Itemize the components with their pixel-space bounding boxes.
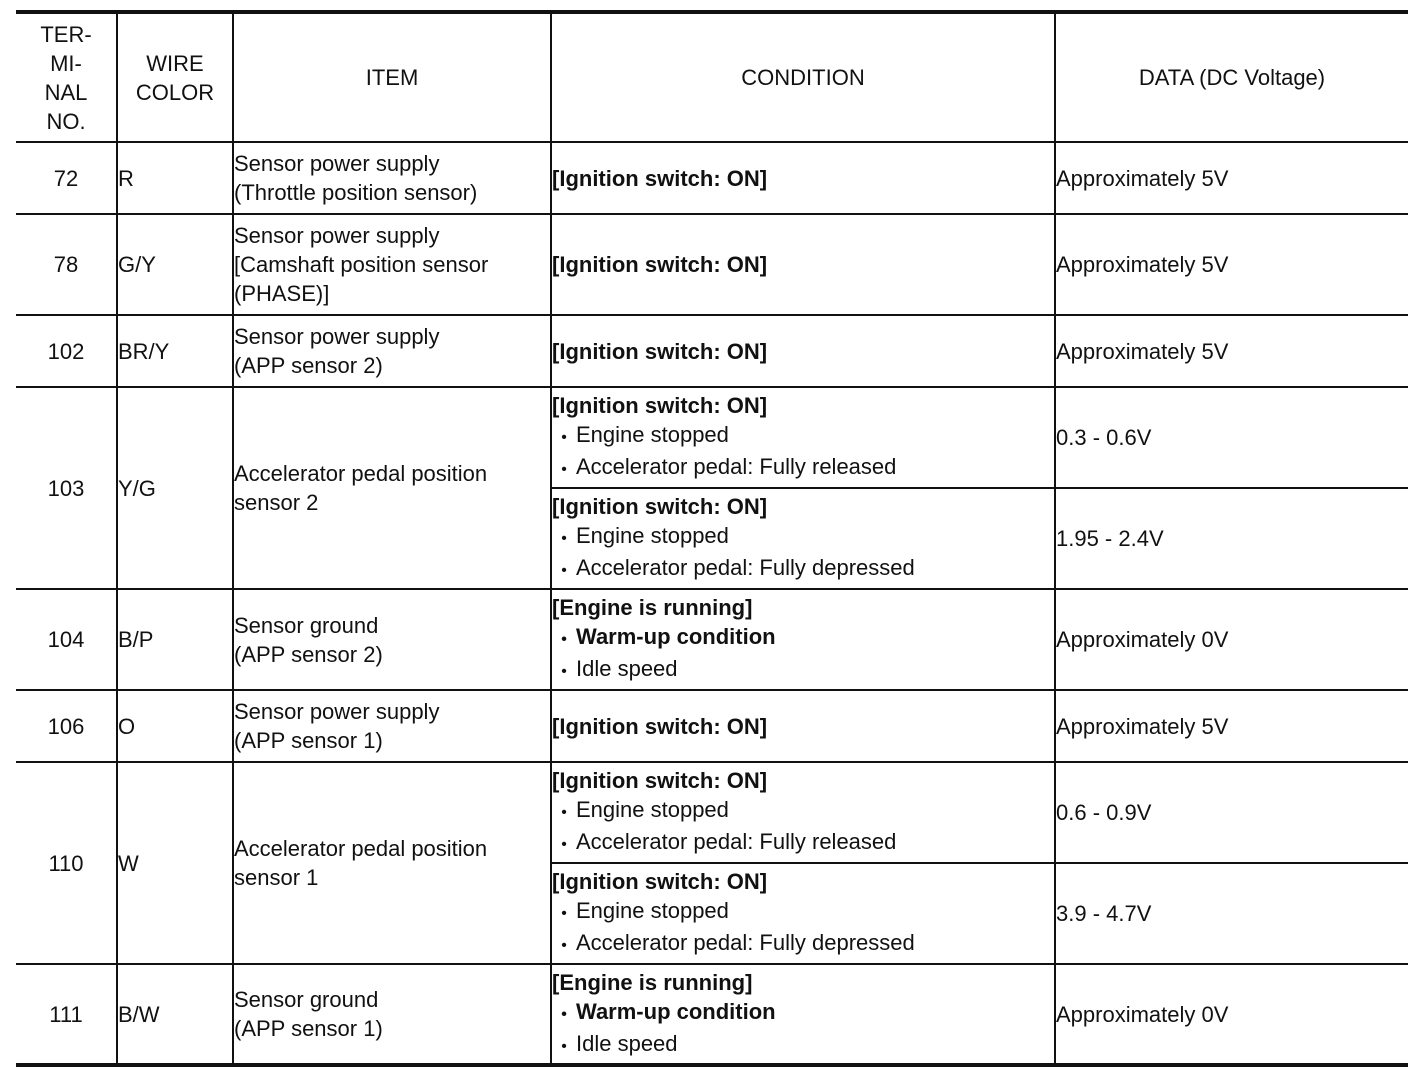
table-row: [16, 964, 1408, 1065]
terminal-no-cell: 78: [16, 214, 117, 315]
header-item: ITEM: [233, 12, 551, 142]
condition-bullet: [552, 521, 1054, 553]
condition-title: [Ignition switch: ON]: [552, 338, 768, 364]
condition-bullet-text: Accelerator pedal: Fully depressed: [576, 930, 915, 955]
condition-title: [Ignition switch: ON]: [552, 252, 768, 277]
wire-color-cell: W: [117, 762, 233, 964]
item-line: Sensor power supply: [234, 223, 440, 248]
condition-cell: [551, 863, 1055, 964]
condition-bullet: [552, 827, 1054, 859]
table-row: [16, 589, 1408, 690]
data-value-cell: Approximately 5V: [1055, 142, 1408, 214]
bullet-dot-icon: •: [561, 905, 567, 922]
data-value-cell: 0.6 - 0.9V: [1055, 762, 1408, 863]
item-line: (APP sensor 1): [234, 728, 383, 753]
header-terminal-no: TER- MI- NAL NO.: [16, 12, 117, 142]
item-line: [Camshaft position sensor: [234, 252, 489, 277]
table-body: [16, 142, 1408, 1065]
table-row: [16, 762, 1408, 863]
data-value-cell: Approximately 0V: [1055, 964, 1408, 1065]
bullet-dot-icon: •: [561, 804, 567, 821]
condition-bullet-text: Engine stopped: [576, 898, 729, 923]
condition-cell: [551, 214, 1055, 315]
bullet-dot-icon: •: [561, 1037, 567, 1055]
item-line: Sensor ground: [234, 987, 379, 1012]
bullet-dot-icon: •: [561, 937, 567, 954]
header-condition: CONDITION: [551, 12, 1055, 142]
condition-cell: [551, 315, 1055, 387]
item-cell: [233, 387, 551, 589]
condition-bullet: [552, 420, 1054, 452]
item-line: (APP sensor 2): [234, 353, 383, 378]
bullet-dot-icon: •: [561, 631, 567, 648]
item-line: (PHASE)]: [234, 281, 330, 306]
header-row: [16, 12, 1408, 142]
condition-cell: [551, 964, 1055, 1065]
terminal-no-cell: 103: [16, 387, 117, 589]
wire-color-cell: G/Y: [117, 214, 233, 315]
condition-bullet-text: Engine stopped: [576, 797, 729, 822]
condition-cell: [551, 690, 1055, 762]
item-cell: [233, 315, 551, 387]
bullet-dot-icon: •: [561, 663, 567, 680]
condition-bullet-text: Accelerator pedal: Fully depressed: [576, 555, 915, 580]
item-line: Accelerator pedal position: [234, 836, 488, 861]
bullet-dot-icon: •: [561, 461, 567, 478]
header-data: DATA (DC Voltage): [1055, 12, 1408, 142]
wire-color-cell: B/W: [117, 964, 233, 1065]
wire-color-cell: BR/Y: [117, 315, 233, 387]
condition-bullet-text: Engine stopped: [576, 422, 729, 447]
item-cell: [233, 589, 551, 690]
item-line: sensor 2: [234, 490, 319, 515]
item-cell: [233, 214, 551, 315]
wire-color-cell: B/P: [117, 589, 233, 690]
item-cell: [233, 142, 551, 214]
condition-bullet-text: Accelerator pedal: Fully released: [576, 454, 897, 479]
item-cell: [233, 762, 551, 964]
condition-cell: [551, 762, 1055, 863]
condition-title: [Ignition switch: ON]: [552, 165, 768, 191]
wire-color-cell: R: [117, 142, 233, 214]
condition-title: [Ignition switch: ON]: [552, 869, 768, 894]
condition-bullet-text: Engine stopped: [576, 523, 729, 548]
bullet-dot-icon: •: [561, 836, 567, 853]
condition-bullet-text: Warm-up condition: [576, 998, 776, 1024]
table-row: [16, 214, 1408, 315]
table-row: [16, 315, 1408, 387]
condition-cell: [551, 488, 1055, 589]
item-cell: [233, 690, 551, 762]
condition-title: [Ignition switch: ON]: [552, 768, 768, 793]
terminal-no-cell: 72: [16, 142, 117, 214]
terminal-no-cell: 104: [16, 589, 117, 690]
item-line: sensor 1: [234, 865, 319, 890]
wire-color-cell: O: [117, 690, 233, 762]
condition-bullet-text: Warm-up condition: [576, 624, 776, 649]
condition-title: [Ignition switch: ON]: [552, 713, 768, 739]
item-line: (APP sensor 1): [234, 1016, 383, 1041]
condition-title: [Ignition switch: ON]: [552, 393, 768, 418]
data-value-cell: Approximately 0V: [1055, 589, 1408, 690]
bullet-dot-icon: •: [561, 429, 567, 446]
data-value-cell: Approximately 5V: [1055, 690, 1408, 762]
condition-bullet-text: Accelerator pedal: Fully released: [576, 829, 897, 854]
condition-bullet: [552, 654, 1054, 686]
wire-color-cell: Y/G: [117, 387, 233, 589]
data-value-cell: Approximately 5V: [1055, 315, 1408, 387]
item-line: Sensor power supply: [234, 324, 440, 349]
item-line: (APP sensor 2): [234, 641, 383, 667]
condition-cell: [551, 589, 1055, 690]
item-line: (Throttle position sensor): [234, 180, 478, 205]
condition-bullet: [552, 622, 1054, 654]
terminal-no-cell: 111: [16, 964, 117, 1065]
condition-title: [Engine is running]: [552, 969, 753, 995]
terminal-no-cell: 102: [16, 315, 117, 387]
condition-title: [Ignition switch: ON]: [552, 494, 768, 519]
item-line: Sensor ground: [234, 612, 379, 638]
bullet-dot-icon: •: [561, 1005, 567, 1023]
condition-bullet-text: Idle speed: [576, 656, 678, 681]
item-line: Sensor power supply: [234, 699, 440, 724]
condition-bullet: [552, 1029, 1054, 1061]
data-value-cell: Approximately 5V: [1055, 214, 1408, 315]
terminal-no-cell: 110: [16, 762, 117, 964]
condition-bullet: [552, 928, 1054, 960]
bullet-dot-icon: •: [561, 530, 567, 547]
bullet-dot-icon: •: [561, 562, 567, 579]
condition-title: [Engine is running]: [552, 595, 753, 620]
data-value-cell: 3.9 - 4.7V: [1055, 863, 1408, 964]
condition-cell: [551, 142, 1055, 214]
table-row: [16, 387, 1408, 488]
terminal-no-cell: 106: [16, 690, 117, 762]
header-wire-color: WIRE COLOR: [117, 12, 233, 142]
item-cell: [233, 964, 551, 1065]
condition-bullet: [552, 553, 1054, 585]
table-row: [16, 142, 1408, 214]
item-line: Sensor power supply: [234, 151, 440, 176]
condition-bullet: [552, 452, 1054, 484]
condition-bullet: [552, 795, 1054, 827]
table-row: [16, 690, 1408, 762]
data-value-cell: 1.95 - 2.4V: [1055, 488, 1408, 589]
data-value-cell: 0.3 - 0.6V: [1055, 387, 1408, 488]
condition-cell: [551, 387, 1055, 488]
item-line: Accelerator pedal position: [234, 461, 488, 486]
condition-bullet: [552, 896, 1054, 928]
terminal-data-table: [16, 10, 1408, 1067]
condition-bullet: [552, 997, 1054, 1029]
condition-bullet-text: Idle speed: [576, 1030, 678, 1056]
